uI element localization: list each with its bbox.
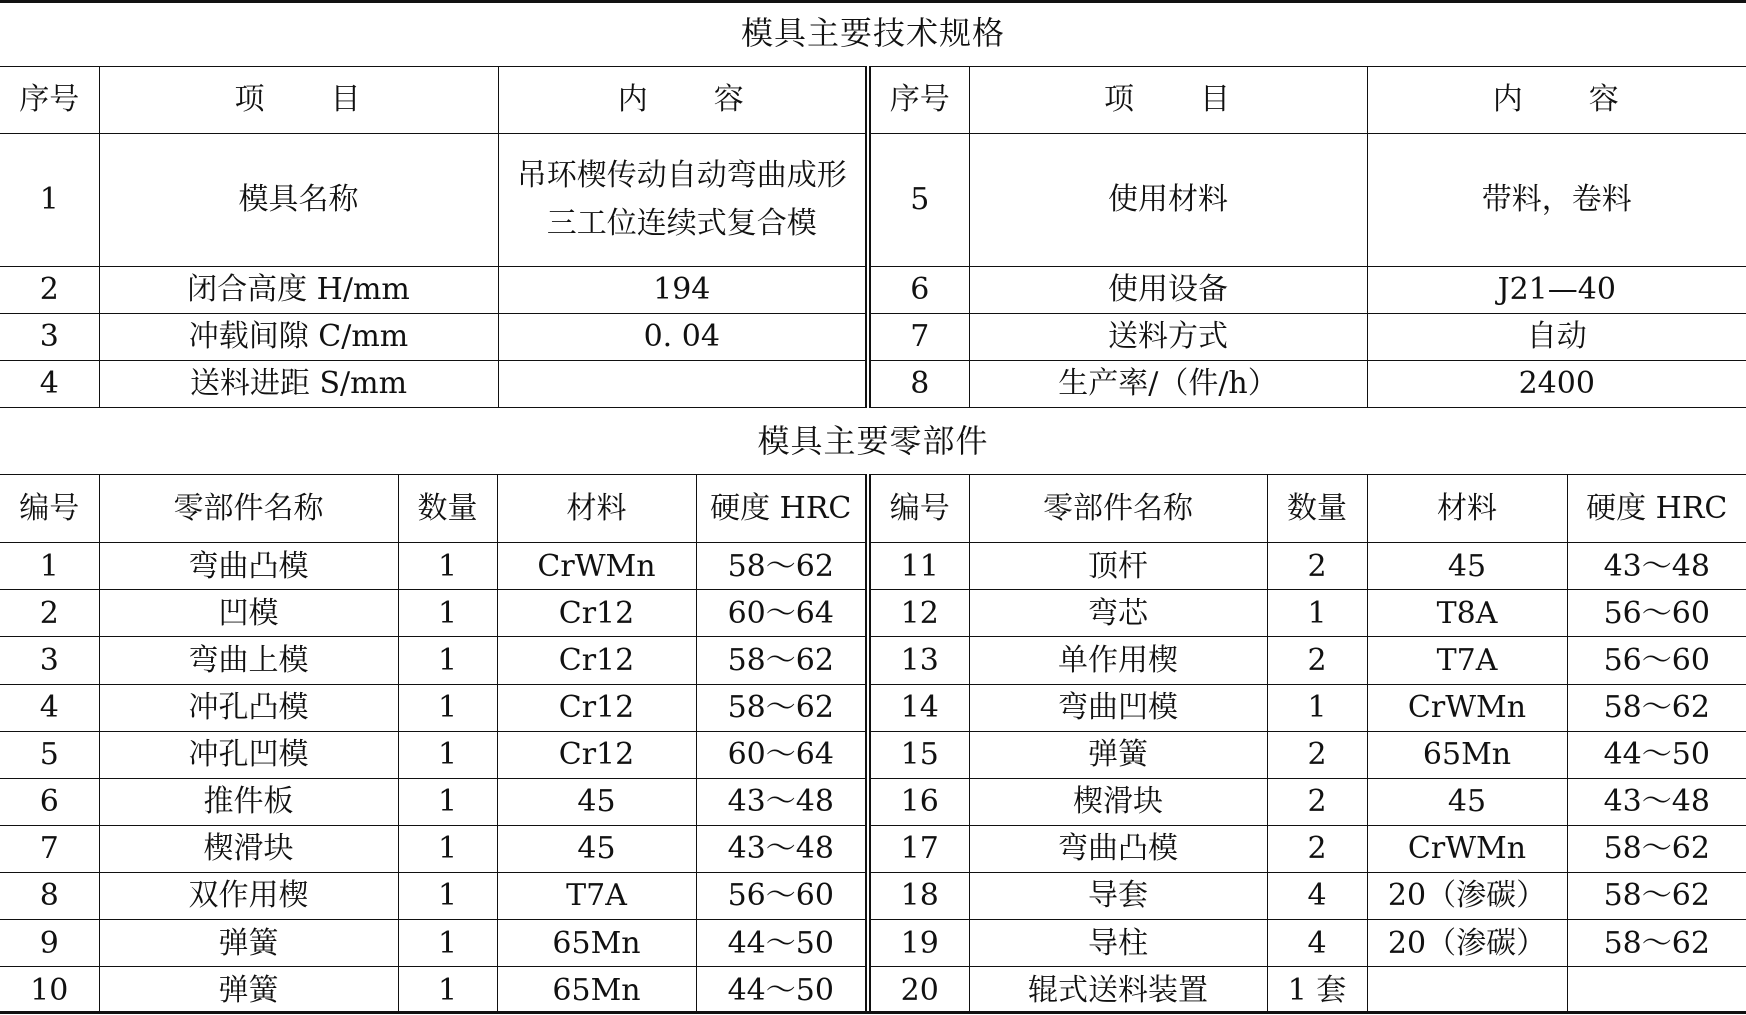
parts-cell-qty: 1 (398, 825, 497, 872)
parts-row (0, 590, 1746, 637)
spec-cell-no-right: 7 (868, 314, 969, 361)
spec-header-item: 项 目 (99, 67, 498, 134)
parts-cell-material-right: 65Mn (1367, 731, 1567, 778)
parts-header-qty: 数量 (398, 475, 497, 543)
spec-cell-content: 0. 04 (498, 314, 868, 361)
parts-cell-material: T7A (497, 873, 696, 920)
parts-cell-no: 5 (0, 731, 99, 778)
parts-cell-name-right: 单作用楔 (969, 637, 1267, 684)
parts-cell-material: Cr12 (497, 731, 696, 778)
parts-cell-hardness: 58～62 (696, 684, 868, 731)
spec-header-item-right: 项 目 (969, 67, 1367, 134)
spec-header-content-right: 内 容 (1367, 67, 1746, 134)
spec-cell-content-right: J21—40 (1367, 267, 1746, 314)
parts-header-hardness-right: 硬度 HRC (1567, 475, 1746, 543)
parts-cell-qty-right: 4 (1267, 920, 1367, 967)
spec-cell-content-right: 自动 (1367, 314, 1746, 361)
parts-cell-material: Cr12 (497, 590, 696, 637)
parts-cell-qty: 1 (398, 637, 497, 684)
spec-cell-no: 4 (0, 361, 99, 408)
parts-cell-no-right: 14 (868, 684, 969, 731)
parts-cell-material: 65Mn (497, 967, 696, 1014)
parts-cell-material: Cr12 (497, 684, 696, 731)
parts-cell-material: CrWMn (497, 543, 696, 590)
parts-cell-material-right: T8A (1367, 590, 1567, 637)
spec-table (0, 66, 1746, 408)
spec-cell-item: 送料进距 S/mm (99, 361, 498, 408)
parts-cell-no-right: 19 (868, 920, 969, 967)
spec-cell-content (498, 361, 868, 408)
parts-cell-hardness: 44～50 (696, 967, 868, 1014)
parts-cell-hardness: 60～64 (696, 731, 868, 778)
parts-cell-material: Cr12 (497, 637, 696, 684)
parts-cell-hardness-right: 44～50 (1567, 731, 1746, 778)
parts-cell-material-right: 20（渗碳） (1367, 873, 1567, 920)
parts-cell-material-right: CrWMn (1367, 825, 1567, 872)
spec-cell-content: 194 (498, 267, 868, 314)
parts-cell-hardness: 44～50 (696, 920, 868, 967)
parts-cell-material-right: 45 (1367, 778, 1567, 825)
parts-cell-hardness: 43～48 (696, 778, 868, 825)
parts-header-qty-right: 数量 (1267, 475, 1367, 543)
parts-cell-no: 6 (0, 778, 99, 825)
spec-cell-no: 2 (0, 267, 99, 314)
parts-row (0, 637, 1746, 684)
parts-cell-hardness-right: 56～60 (1567, 637, 1746, 684)
parts-header-name-right: 零部件名称 (969, 475, 1267, 543)
spec-header-row (0, 67, 1746, 134)
spec-cell-no-right: 5 (868, 134, 969, 267)
spec-cell-item-right: 使用材料 (969, 134, 1367, 267)
parts-cell-qty: 1 (398, 684, 497, 731)
parts-cell-no: 2 (0, 590, 99, 637)
parts-header-no-right: 编号 (868, 475, 969, 543)
parts-cell-no-right: 13 (868, 637, 969, 684)
parts-row (0, 731, 1746, 778)
parts-cell-material-right (1367, 967, 1567, 1014)
parts-cell-no: 9 (0, 920, 99, 967)
parts-cell-name: 弯曲凸模 (99, 543, 398, 590)
parts-cell-no: 10 (0, 967, 99, 1014)
parts-cell-qty: 1 (398, 873, 497, 920)
parts-cell-qty-right: 1 套 (1267, 967, 1367, 1014)
parts-cell-hardness-right: 58～62 (1567, 825, 1746, 872)
spec-row (0, 361, 1746, 408)
parts-cell-material: 45 (497, 778, 696, 825)
parts-cell-qty: 1 (398, 778, 497, 825)
parts-cell-no-right: 11 (868, 543, 969, 590)
parts-cell-hardness: 58～62 (696, 637, 868, 684)
parts-row (0, 778, 1746, 825)
parts-cell-qty: 1 (398, 590, 497, 637)
parts-row (0, 920, 1746, 967)
parts-cell-hardness-right: 58～62 (1567, 873, 1746, 920)
parts-cell-hardness-right: 43～48 (1567, 778, 1746, 825)
parts-row (0, 543, 1746, 590)
parts-cell-no-right: 12 (868, 590, 969, 637)
parts-cell-name-right: 弯曲凹模 (969, 684, 1267, 731)
parts-cell-name-right: 导柱 (969, 920, 1267, 967)
parts-cell-qty-right: 4 (1267, 873, 1367, 920)
spec-cell-content-right: 2400 (1367, 361, 1746, 408)
parts-cell-no-right: 15 (868, 731, 969, 778)
parts-cell-name-right: 顶杆 (969, 543, 1267, 590)
parts-cell-hardness: 60～64 (696, 590, 868, 637)
parts-cell-no-right: 17 (868, 825, 969, 872)
spec-cell-no: 1 (0, 134, 99, 267)
parts-row (0, 825, 1746, 872)
parts-table (0, 474, 1746, 1014)
parts-cell-qty-right: 2 (1267, 637, 1367, 684)
parts-cell-no-right: 18 (868, 873, 969, 920)
parts-cell-no: 1 (0, 543, 99, 590)
bottom-rule (0, 1011, 1746, 1014)
parts-cell-name-right: 楔滑块 (969, 778, 1267, 825)
parts-header-material: 材料 (497, 475, 696, 543)
parts-cell-name: 推件板 (99, 778, 398, 825)
parts-cell-name: 冲孔凸模 (99, 684, 398, 731)
top-rule (0, 0, 1746, 3)
spec-row (0, 267, 1746, 314)
parts-row (0, 967, 1746, 1014)
parts-cell-material-right: 20（渗碳） (1367, 920, 1567, 967)
parts-cell-qty-right: 1 (1267, 590, 1367, 637)
parts-cell-qty-right: 2 (1267, 731, 1367, 778)
parts-cell-no: 8 (0, 873, 99, 920)
parts-cell-material-right: T7A (1367, 637, 1567, 684)
parts-header-material-right: 材料 (1367, 475, 1567, 543)
parts-cell-name: 凹模 (99, 590, 398, 637)
parts-cell-qty-right: 2 (1267, 825, 1367, 872)
parts-header-no: 编号 (0, 475, 99, 543)
spec-row (0, 134, 1746, 267)
parts-cell-hardness: 56～60 (696, 873, 868, 920)
spec-cell-item-right: 生产率/（件/h） (969, 361, 1367, 408)
parts-cell-name: 弯曲上模 (99, 637, 398, 684)
spec-cell-item: 闭合高度 H/mm (99, 267, 498, 314)
parts-cell-name: 弹簧 (99, 920, 398, 967)
spec-cell-no-right: 8 (868, 361, 969, 408)
parts-header-row (0, 475, 1746, 543)
parts-cell-qty: 1 (398, 543, 497, 590)
spec-cell-item-right: 使用设备 (969, 267, 1367, 314)
parts-cell-name: 冲孔凹模 (99, 731, 398, 778)
parts-row (0, 873, 1746, 920)
spec-header-content: 内 容 (498, 67, 868, 134)
parts-row (0, 684, 1746, 731)
parts-cell-name-right: 弯芯 (969, 590, 1267, 637)
spec-cell-item: 模具名称 (99, 134, 498, 267)
spec-row (0, 314, 1746, 361)
spec-header-no-right: 序号 (868, 67, 969, 134)
parts-cell-hardness: 58～62 (696, 543, 868, 590)
parts-cell-name: 楔滑块 (99, 825, 398, 872)
parts-cell-hardness-right: 58～62 (1567, 920, 1746, 967)
parts-cell-material-right: CrWMn (1367, 684, 1567, 731)
parts-cell-material: 45 (497, 825, 696, 872)
parts-cell-name-right: 导套 (969, 873, 1267, 920)
parts-cell-hardness-right: 56～60 (1567, 590, 1746, 637)
spec-cell-content-right: 带料，卷料 (1367, 134, 1746, 267)
parts-cell-no-right: 20 (868, 967, 969, 1014)
parts-cell-no: 3 (0, 637, 99, 684)
parts-cell-qty-right: 1 (1267, 684, 1367, 731)
spec-cell-item: 冲载间隙 C/mm (99, 314, 498, 361)
parts-cell-no: 7 (0, 825, 99, 872)
parts-cell-qty-right: 2 (1267, 543, 1367, 590)
spec-cell-no-right: 6 (868, 267, 969, 314)
parts-cell-name-right: 弯曲凸模 (969, 825, 1267, 872)
parts-cell-hardness-right: 43～48 (1567, 543, 1746, 590)
parts-cell-name-right: 辊式送料装置 (969, 967, 1267, 1014)
spec-section-title: 模具主要技术规格 (740, 14, 1005, 52)
spec-cell-item-right: 送料方式 (969, 314, 1367, 361)
parts-cell-material: 65Mn (497, 920, 696, 967)
parts-cell-qty-right: 2 (1267, 778, 1367, 825)
spec-cell-content: 吊环楔传动自动弯曲成形三工位连续式复合模 (498, 134, 868, 267)
parts-cell-material-right: 45 (1367, 543, 1567, 590)
parts-cell-hardness-right: 58～62 (1567, 684, 1746, 731)
parts-cell-hardness-right (1567, 967, 1746, 1014)
parts-cell-qty: 1 (398, 967, 497, 1014)
parts-section-title: 模具主要零部件 (757, 422, 989, 460)
spec-header-no: 序号 (0, 67, 99, 134)
parts-cell-qty: 1 (398, 920, 497, 967)
parts-cell-name: 双作用楔 (99, 873, 398, 920)
parts-cell-no-right: 16 (868, 778, 969, 825)
parts-cell-name-right: 弹簧 (969, 731, 1267, 778)
parts-cell-name: 弹簧 (99, 967, 398, 1014)
parts-cell-no: 4 (0, 684, 99, 731)
parts-header-name: 零部件名称 (99, 475, 398, 543)
parts-header-hardness: 硬度 HRC (696, 475, 868, 543)
parts-cell-qty: 1 (398, 731, 497, 778)
spec-cell-no: 3 (0, 314, 99, 361)
parts-cell-hardness: 43～48 (696, 825, 868, 872)
